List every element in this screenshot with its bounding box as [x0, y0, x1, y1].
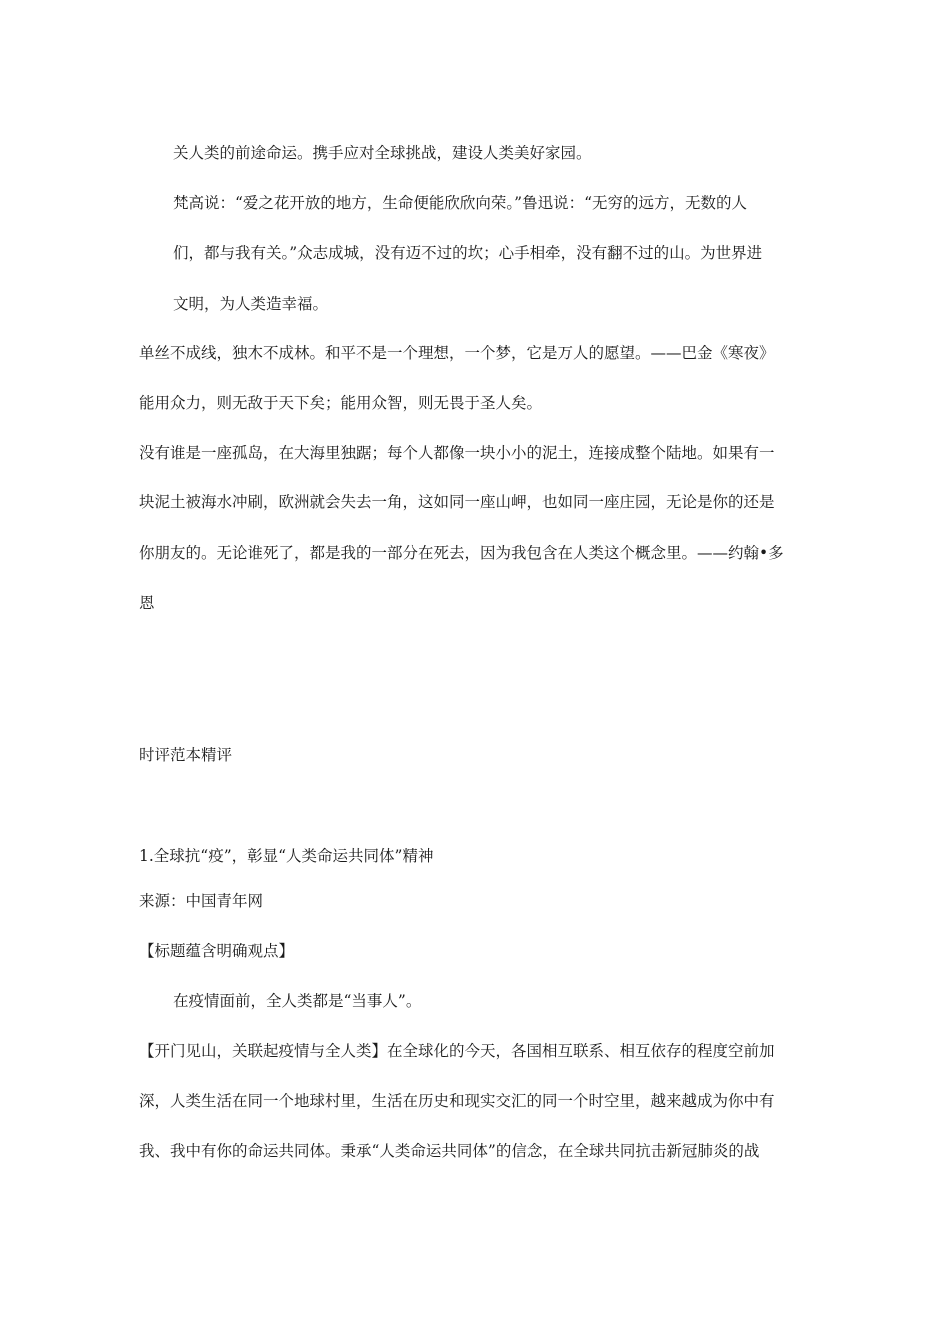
body-line: 【开门见山，关联起疫情与全人类】在全球化的今天，各国相互联系、相互依存的程度空前加 [139, 1042, 775, 1060]
indented-line: 梵高说：“爱之花开放的地方，生命便能欣欣向荣。”鲁迅说：“无穷的远方，无数的人 [173, 194, 748, 212]
indented-line: 关人类的前途命运。携手应对全球挑战，建设人类美好家园。 [173, 144, 592, 162]
quote-line: 能用众力，则无敌于天下矣；能用众智，则无畏于圣人矣。 [139, 394, 543, 412]
quote-line: 块泥土被海水冲刷，欧洲就会失去一角，这如同一座山岬，也如同一座庄园，无论是你的还是 [139, 493, 775, 511]
annotation-title: 【标题蕴含明确观点】 [139, 942, 295, 960]
quote-line: 你朋友的。无论谁死了，都是我的一部分在死去，因为我包含在人类这个概念里。——约翰•多 [139, 544, 784, 562]
indented-line: 们，都与我有关。”众志成城，没有迈不过的坎；心手相牵，没有翻不过的山。为世界进 [173, 244, 763, 262]
indented-line: 文明，为人类造幸福。 [173, 295, 329, 313]
quote-line: 恩 [139, 594, 155, 612]
section-heading: 时评范本精评 [139, 746, 233, 764]
quote-line: 没有谁是一座孤岛，在大海里独踞；每个人都像一块小小的泥土，连接成整个陆地。如果有一 [139, 444, 775, 462]
article-title: 1.全球抗“疫”，彰显“人类命运共同体”精神 [139, 847, 434, 865]
body-line: 我、我中有你的命运共同体。秉承“人类命运共同体”的信念，在全球共同抗击新冠肺炎的战 [139, 1142, 760, 1160]
article-source: 来源：中国青年网 [139, 892, 264, 910]
quote-line: 单丝不成线，独木不成林。和平不是一个理想，一个梦，它是万人的愿望。——巴金《寒夜》 [139, 344, 775, 362]
indented-sentence: 在疫情面前，全人类都是“当事人”。 [173, 992, 422, 1010]
body-line: 深，人类生活在同一个地球村里，生活在历史和现实交汇的同一个时空里，越来越成为你中有 [139, 1092, 775, 1110]
